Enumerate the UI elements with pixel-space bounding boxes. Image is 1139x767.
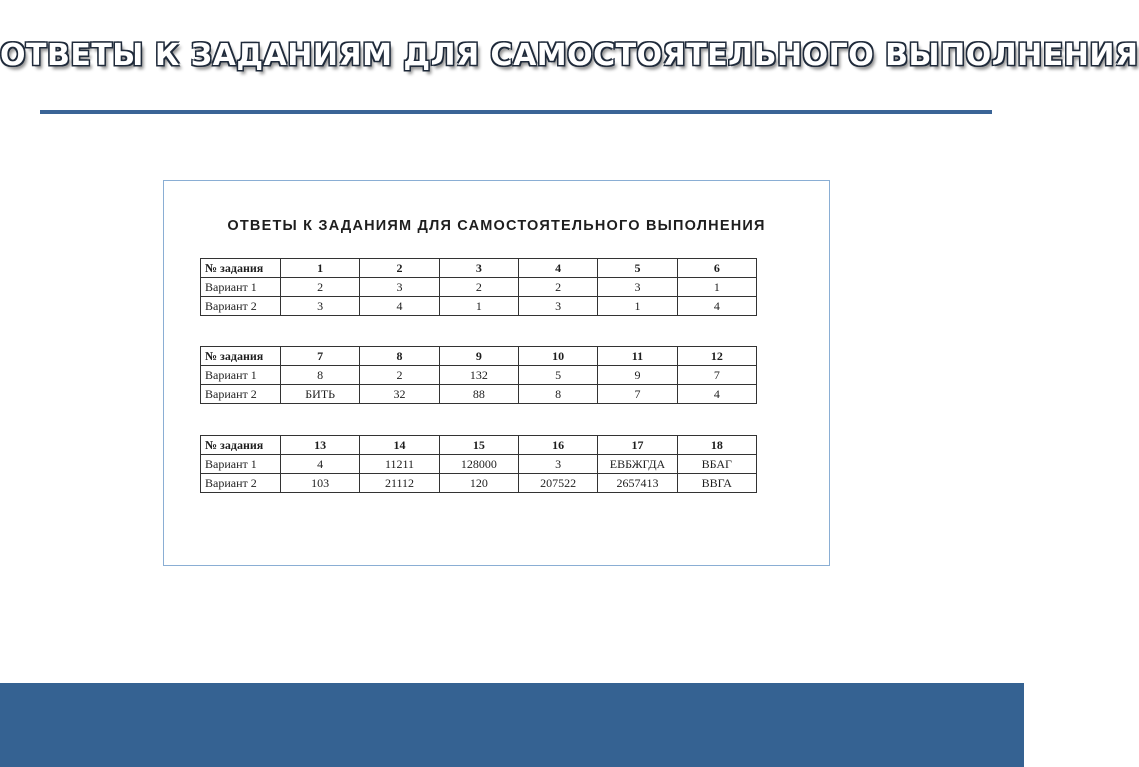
table-cell: 32 (360, 385, 439, 404)
table-header-row (201, 347, 757, 366)
table-cell: 7 (677, 366, 756, 385)
table-cell: ЕВБЖГДА (598, 455, 677, 474)
table-cell: 3 (281, 297, 360, 316)
table-row (201, 385, 757, 404)
table-row (201, 455, 757, 474)
document-image (163, 180, 830, 566)
table-cell: 207522 (518, 474, 597, 493)
table-cell: 120 (439, 474, 518, 493)
footer-band (0, 683, 1024, 767)
header-cell: 9 (439, 347, 518, 366)
table-cell: БИТЬ (281, 385, 360, 404)
row-label: Вариант 1 (201, 455, 281, 474)
table-row (201, 297, 757, 316)
table-cell: 2 (439, 278, 518, 297)
header-cell: 17 (598, 436, 677, 455)
table-cell: 2657413 (598, 474, 677, 493)
table-cell: 21112 (360, 474, 439, 493)
row-label: Вариант 1 (201, 278, 281, 297)
table-cell: 4 (677, 385, 756, 404)
header-cell-label: № задания (201, 347, 281, 366)
slide-title: ОТВЕТЫ К ЗАДАНИЯМ ДЛЯ САМОСТОЯТЕЛЬНОГО ВЫПОЛНЕНИЯ (0, 38, 1139, 73)
header-cell: 8 (360, 347, 439, 366)
table-cell: 3 (360, 278, 439, 297)
table-cell: 128000 (439, 455, 518, 474)
table-cell: 3 (518, 455, 597, 474)
table-cell: 5 (518, 366, 597, 385)
header-cell-label: № задания (201, 259, 281, 278)
header-cell: 18 (677, 436, 756, 455)
row-label: Вариант 2 (201, 385, 281, 404)
table-cell: 2 (360, 366, 439, 385)
answers-table-1 (200, 258, 757, 316)
answers-table-3 (200, 435, 757, 493)
header-cell: 12 (677, 347, 756, 366)
table-cell: 1 (677, 278, 756, 297)
table-cell: 2 (518, 278, 597, 297)
header-cell: 11 (598, 347, 677, 366)
table-cell: 4 (360, 297, 439, 316)
header-cell-label: № задания (201, 436, 281, 455)
table-header-row (201, 259, 757, 278)
table-cell: 4 (677, 297, 756, 316)
table-row (201, 474, 757, 493)
header-cell: 5 (598, 259, 677, 278)
header-cell: 15 (439, 436, 518, 455)
document-heading: ОТВЕТЫ К ЗАДАНИЯМ ДЛЯ САМОСТОЯТЕЛЬНОГО ВЫПОЛНЕНИЯ (227, 218, 766, 234)
answers-table-2 (200, 346, 757, 404)
table-cell: ВВГА (677, 474, 756, 493)
title-divider (40, 110, 992, 114)
header-cell: 14 (360, 436, 439, 455)
header-cell: 10 (518, 347, 597, 366)
header-cell: 7 (281, 347, 360, 366)
table-cell: 1 (598, 297, 677, 316)
header-cell: 13 (281, 436, 360, 455)
row-label: Вариант 2 (201, 297, 281, 316)
table-cell: 8 (281, 366, 360, 385)
table-cell: 7 (598, 385, 677, 404)
table-cell: 11211 (360, 455, 439, 474)
header-cell: 3 (439, 259, 518, 278)
table-cell: 9 (598, 366, 677, 385)
table-cell: 103 (281, 474, 360, 493)
table-cell: 1 (439, 297, 518, 316)
table-cell: 2 (281, 278, 360, 297)
header-cell: 4 (518, 259, 597, 278)
table-cell: 8 (518, 385, 597, 404)
table-cell: 132 (439, 366, 518, 385)
header-cell: 16 (518, 436, 597, 455)
table-cell: 3 (598, 278, 677, 297)
row-label: Вариант 2 (201, 474, 281, 493)
header-cell: 1 (281, 259, 360, 278)
header-cell: 6 (677, 259, 756, 278)
table-cell: 88 (439, 385, 518, 404)
table-row (201, 366, 757, 385)
table-row (201, 278, 757, 297)
table-cell: 3 (518, 297, 597, 316)
table-cell: 4 (281, 455, 360, 474)
table-cell: ВБАГ (677, 455, 756, 474)
header-cell: 2 (360, 259, 439, 278)
table-header-row (201, 436, 757, 455)
row-label: Вариант 1 (201, 366, 281, 385)
